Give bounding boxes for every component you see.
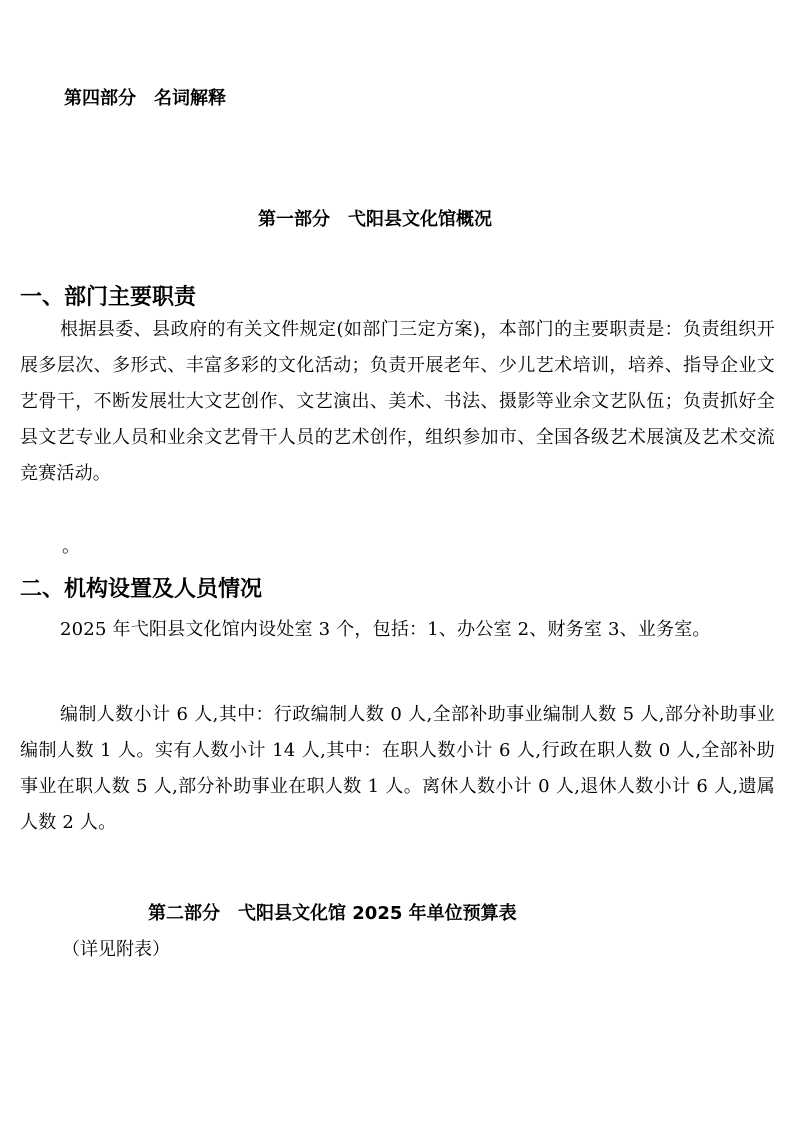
- section2-title: 二、机构设置及人员情况: [20, 577, 263, 602]
- offices-paragraph: 2025 年弋阳县文化馆内设处室 3 个，包括：1、办公室 2、财务室 3、业务室。: [60, 619, 711, 640]
- part1-heading: 第一部分 弋阳县文化馆概况: [258, 209, 492, 230]
- part2-note: （详见附表）: [62, 939, 170, 960]
- section1-body: 根据县委、县政府的有关文件规定(如部门三定方案)，本部门的主要职责是：负责组织开展多层次、多形式、丰富多彩的文化活动；负责开展老年、少儿艺术培训，培养、指导企业文艺骨干，不断发展壮大文艺创作、文艺演出、美术、书法、摄影等业余文艺队伍；负责抓好全县文艺专业人员和业余文艺骨干人员的艺术创作，组织参加市、全国各级艺术展演及艺术交流竞赛活动。: [20, 319, 775, 484]
- part2-heading: 第二部分 弋阳县文化馆 2025 年单位预算表: [148, 903, 517, 924]
- stray-period: 。: [62, 536, 80, 557]
- part4-heading: 第四部分 名词解释: [64, 88, 226, 109]
- staffing-paragraph: 编制人数小计 6 人,其中：行政编制人数 0 人,全部补助事业编制人数 5 人,部分补助事业编制人数 1 人。实有人数小计 14 人,其中：在职人数小计 6 人,行政在职人数 0 人,全部补助事业在职人数 5 人,部分补助事业在职人数 1 人。离休人数小计 0 人,退休人数小计 6 人,遗属人数 2 人。: [20, 704, 775, 833]
- section1-title: 一、部门主要职责: [20, 285, 197, 310]
